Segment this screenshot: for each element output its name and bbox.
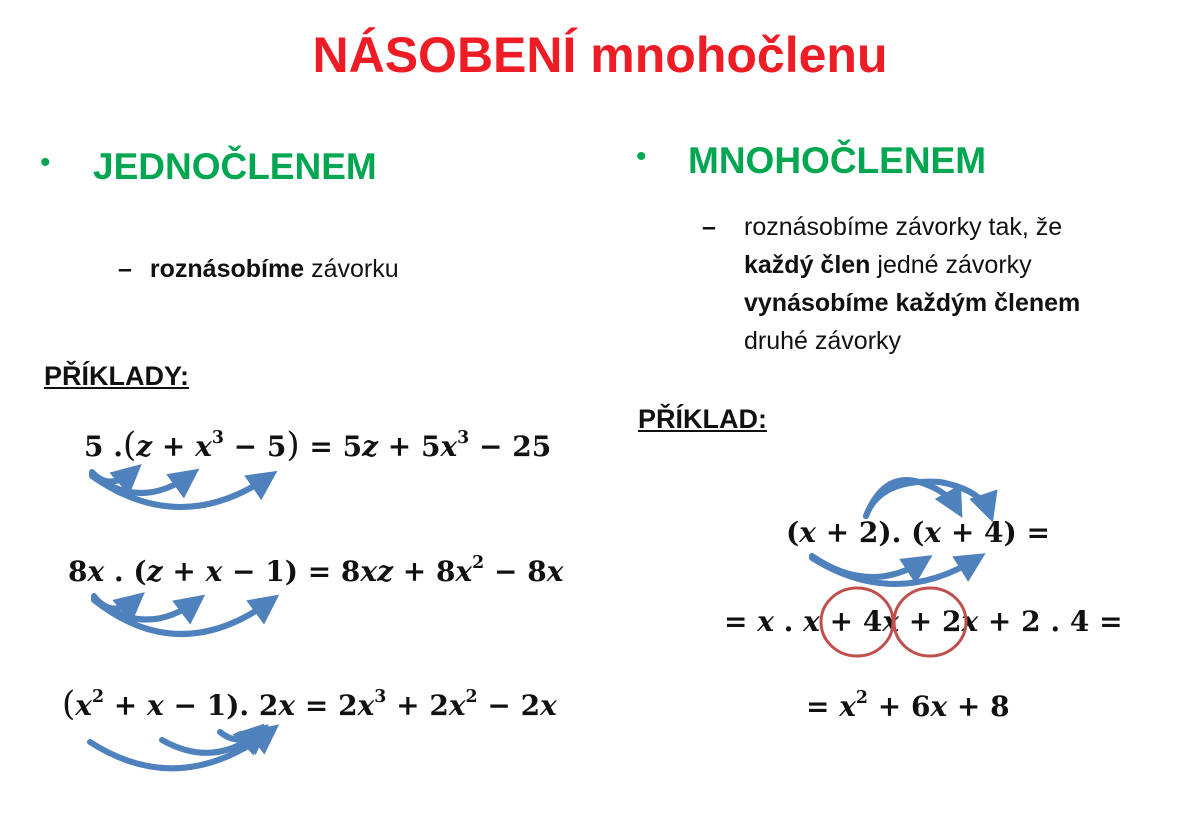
eq-exponent: 2 <box>855 687 869 708</box>
eq-var: x <box>540 689 557 722</box>
eq-part: 5 . <box>84 430 123 463</box>
eq-part: − 1 <box>163 689 227 722</box>
eq-part: − 8 <box>484 555 547 588</box>
rule-text: závorku <box>311 255 399 283</box>
eq-part: + 2 <box>386 689 449 722</box>
eq-var: x <box>195 430 212 463</box>
page-title: NÁSOBENÍ mnohočlenu <box>312 27 888 83</box>
example-label: PŘÍKLAD: <box>638 404 767 434</box>
eq-part: = <box>724 605 758 638</box>
rule-dash: – <box>702 213 716 241</box>
eq-var: x <box>961 605 979 638</box>
eq-part: ( <box>62 684 76 724</box>
eq-part: + <box>162 555 206 588</box>
eq-part: + <box>152 430 196 463</box>
eq-part: . <box>773 605 804 638</box>
eq-var: x <box>757 605 774 638</box>
eq-var: x <box>882 605 900 638</box>
eq-var: x <box>546 555 564 588</box>
eq-part: + 8 <box>947 690 1010 723</box>
eq-part: 8 <box>68 555 88 588</box>
eq-part: ) <box>286 425 300 465</box>
eq-var: x <box>147 689 164 722</box>
eq-exponent: 3 <box>374 686 387 707</box>
eq-var: x <box>205 555 223 588</box>
eq-part: ( <box>786 516 800 549</box>
eq-part: . ( <box>104 555 147 588</box>
eq-part: + 8 <box>393 555 456 588</box>
rule-bold-text: každý člen <box>744 251 871 279</box>
eq-var: x <box>803 605 820 638</box>
eq-var: xz <box>360 555 393 588</box>
heading-mnohoclenem: MNOHOČLENEM <box>688 140 987 181</box>
eq-var: x <box>839 690 856 723</box>
rule-bold-text: vynásobíme každým členem <box>744 289 1081 317</box>
eq-exponent: 3 <box>211 427 224 448</box>
eq-var: x <box>278 689 296 722</box>
eq-part: − 25 <box>469 430 552 463</box>
eq-exponent: 2 <box>472 552 485 573</box>
eq-part: + 2 . 4 = <box>978 605 1123 638</box>
eq-var: z <box>362 430 378 463</box>
heading-jednoclenem: JEDNOČLENEM <box>93 146 377 187</box>
rule-line-4: druhé závorky <box>744 327 902 355</box>
bullet-mnohoclenem: • <box>636 140 647 173</box>
eq-var: x <box>448 689 466 722</box>
eq-part: ( <box>901 516 925 549</box>
eq-var: z <box>136 430 153 463</box>
eq-var: x <box>357 689 375 722</box>
rule-line-1: roznásobíme závorky tak, že <box>744 213 1063 241</box>
eq-part: − 5 <box>223 430 287 463</box>
eq-part: + 4 <box>819 605 883 638</box>
eq-part: ( <box>122 425 137 465</box>
eq-part: + 5 <box>378 430 441 463</box>
eq-var: x <box>930 690 948 723</box>
eq-var: x <box>799 516 816 549</box>
eq-part: + <box>104 689 148 722</box>
eq-part: − 1) = 8 <box>222 555 361 588</box>
eq-part: + 6 <box>868 690 931 723</box>
eq-var: x <box>440 430 458 463</box>
eq-exponent: 2 <box>465 686 478 707</box>
arrow-ex3-3 <box>220 730 258 740</box>
eq-exponent: 3 <box>457 427 470 448</box>
eq-var: z <box>146 555 163 588</box>
circle-2x <box>894 588 966 656</box>
eq-part: + 4) = <box>941 516 1050 549</box>
eq-part: = 5 <box>299 430 363 463</box>
examples-label: PŘÍKLADY: <box>44 361 189 391</box>
eq-part: ). <box>226 689 250 722</box>
eq-part: − 2 <box>477 689 541 722</box>
circle-4x <box>821 588 893 656</box>
rule-bold-text: roznásobíme <box>149 255 305 283</box>
eq-var: x <box>455 555 473 588</box>
rule-dash: – <box>118 255 132 283</box>
eq-part: + 2). <box>815 516 902 549</box>
eq-part: 2 <box>249 689 279 722</box>
eq-var: x <box>87 555 105 588</box>
eq-part: = <box>806 690 840 723</box>
bullet-jednoclenem: • <box>40 146 51 179</box>
eq-var: x <box>924 516 942 549</box>
eq-var: x <box>75 689 92 722</box>
eq-exponent: 2 <box>91 686 105 707</box>
eq-part: = 2 <box>295 689 358 722</box>
eq-part: + 2 <box>899 605 962 638</box>
rule-text: jedné závorky <box>870 251 1032 279</box>
